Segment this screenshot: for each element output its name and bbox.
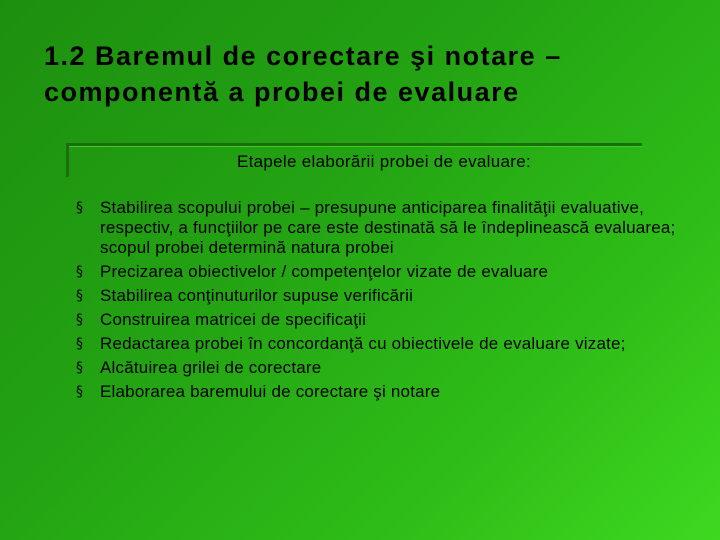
slide-title — [44, 38, 704, 110]
list-item-text: Stabilirea conţinuturilor supuse verificării — [100, 286, 414, 305]
bullet-marker-icon: § — [76, 312, 84, 328]
list-item-text: Redactarea probei în concordanţă cu obiectivele de evaluare vizate; — [100, 334, 626, 353]
bullet-marker-icon: § — [76, 288, 84, 304]
list-item — [76, 286, 676, 306]
list-item — [76, 382, 676, 402]
list-item-text: Elaborarea baremului de corectare şi notare — [100, 382, 441, 401]
list-item — [76, 310, 676, 330]
list-item-text: Construirea matricei de specificaţii — [100, 310, 367, 329]
list-item — [76, 262, 676, 282]
list-item-text: Precizarea obiectivelor / competenţelor vizate de evaluare — [100, 262, 549, 281]
slide-subtitle: Etapele elaborării probei de evaluare: — [237, 152, 531, 171]
bullet-marker-icon: § — [76, 360, 84, 376]
list-item — [76, 198, 676, 258]
content-divider — [66, 143, 642, 146]
list-item — [76, 334, 676, 354]
bullet-list — [76, 198, 676, 406]
list-item — [76, 358, 676, 378]
slide-title-line-1: 1.2 Baremul de corectare şi notare – — [44, 41, 562, 71]
list-item-text: Stabilirea scopului probei – presupune anticiparea finalităţii evaluative, respectiv, a funcţiilor pe care este destinată să le îndeplinească evaluarea; scopul probei determină natura probei — [100, 198, 676, 257]
slide-title-line-2: componentă a probei de evaluare — [44, 77, 520, 107]
bullet-marker-icon: § — [76, 264, 84, 280]
bullet-marker-icon: § — [76, 384, 84, 400]
bullet-marker-icon: § — [76, 336, 84, 352]
bullet-marker-icon: § — [76, 200, 84, 216]
list-item-text: Alcătuirea grilei de corectare — [100, 358, 322, 377]
